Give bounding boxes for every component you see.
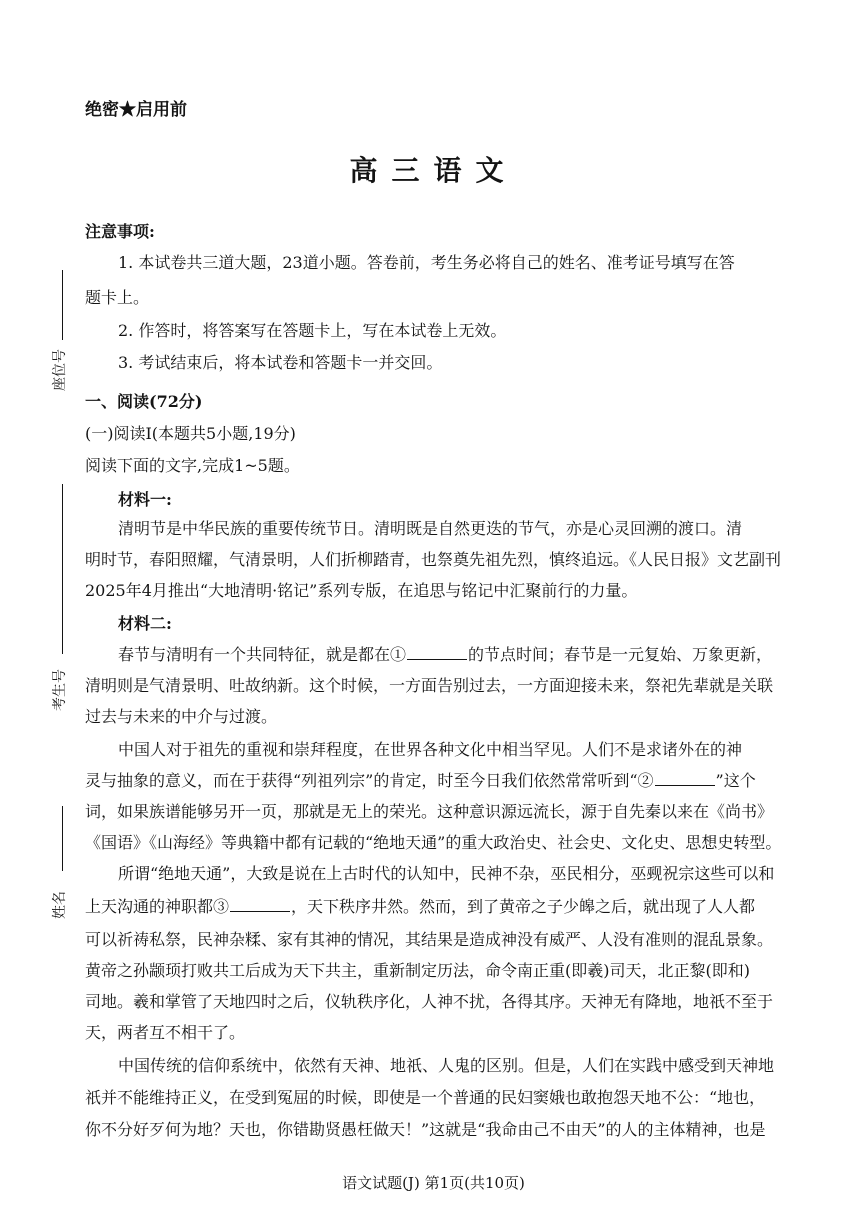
paragraph-line: 黄帝之孙颛顼打败共工后成为天下共主，重新制定历法，命令南正重(即羲)司天，北正黎(即和) [85,961,750,980]
exam-no-label: 考生号 [52,669,68,711]
notice-item: 题卡上。 [85,288,150,307]
blank-2[interactable] [655,771,715,786]
confidential-mark: 绝密★启用前 [85,100,187,120]
paragraph-line: 清明则是气清景明、吐故纳新。这个时候，一方面告别过去，一方面迎接未来，祭祀先辈就是关联 [85,676,774,695]
paragraph-line: 祇并不能维持正义，在受到冤屈的时候，即使是一个普通的民妇窦娥也敢抱怨天地不公：“地也， [85,1088,766,1107]
exam-no-line [62,484,63,654]
paragraph-line: 司地。羲和掌管了天地四时之后，仪轨秩序化，人神不扰，各得其序。天神无有降地，地祇不至于 [85,992,774,1011]
paragraph-line: 《国语》《山海经》等典籍中都有记载的“绝地天通”的重大政治史、社会史、文化史、思想史转型。 [85,833,782,852]
paragraph-line: 2025年4月推出“大地清明·铭记”系列专版，在追思与铭记中汇聚前行的力量。 [85,581,638,600]
paragraph-line: 中国传统的信仰系统中，依然有天神、地祇、人鬼的区别。但是，人们在实践中感受到天神地 [118,1056,775,1075]
exam-title: 高三语文 [349,154,518,187]
name-label: 姓名 [52,891,68,919]
paragraph-line: 过去与未来的中介与过渡。 [85,707,278,726]
material-one-title: 材料一: [118,490,172,509]
notice-heading: 注意事项: [85,222,155,241]
paragraph-line: 中国人对于祖先的重视和崇拜程度，在世界各种文化中相当罕见。人们不是求诸外在的神 [118,740,743,759]
paragraph-line: 天，两者互不相干了。 [85,1023,246,1042]
paragraph-line: 可以祈祷私祭，民神杂糅、家有其神的情况，其结果是造成神没有威严、人没有准则的混乱景象。 [85,930,774,949]
part-heading: 一、阅读(72分) [85,392,203,411]
material-two-title: 材料二: [118,614,172,633]
seat-label: 座位号 [52,349,68,391]
blank-1[interactable] [407,645,467,660]
paragraph-line: 上天沟通的神职都③ ，天下秩序井然。然而，到了黄帝之子少皞之后，就出现了人人都 [85,897,756,916]
paragraph-line: 明时节，春阳照耀，气清景明，人们折柳踏青，也祭奠先祖先烈，慎终追远。《人民日报》文艺副刊 [85,550,782,569]
paragraph-line: 清明节是中华民族的重要传统节日。清明既是自然更迭的节气，亦是心灵回溯的渡口。清 [118,519,743,538]
notice-item: 3. 考试结束后，将本试卷和答题卡一并交回。 [118,353,443,372]
instruction: 阅读下面的文字,完成1~5题。 [85,456,300,475]
notice-item: 1. 本试卷共三道大题，23道小题。答卷前，考生务必将自己的姓名、准考证号填写在答 [118,253,735,272]
paragraph-line: 春节与清明有一个共同特征，就是都在① 的节点时间；春节是一元复始、万象更新， [118,645,773,664]
paragraph-line: 词，如果族谱能够另开一页，那就是无上的荣光。这种意识源远流长，源于自先秦以来在《尚书》 [85,802,774,821]
seat-line [62,270,63,340]
paragraph-line: 灵与抽象的意义，而在于获得“列祖列宗”的肯定，时至今日我们依然常常听到“② ”这个 [85,771,756,790]
notice-item: 2. 作答时，将答案写在答题卡上，写在本试卷上无效。 [118,321,507,340]
paragraph-line: 所谓“绝地天通”，大致是说在上古时代的认知中，民神不杂，巫民相分，巫觋祝宗这些可以和 [118,864,775,883]
blank-3[interactable] [230,897,290,912]
name-line [62,806,63,871]
page-footer: 语文试题(J) 第1页(共10页) [342,1174,525,1192]
sub-heading: (一)阅读Ⅰ(本题共5小题,19分) [85,424,296,443]
paragraph-line: 你不分好歹何为地？天也，你错勘贤愚枉做天！”这就是“我命由己不由天”的人的主体精神，也是 [85,1120,766,1139]
